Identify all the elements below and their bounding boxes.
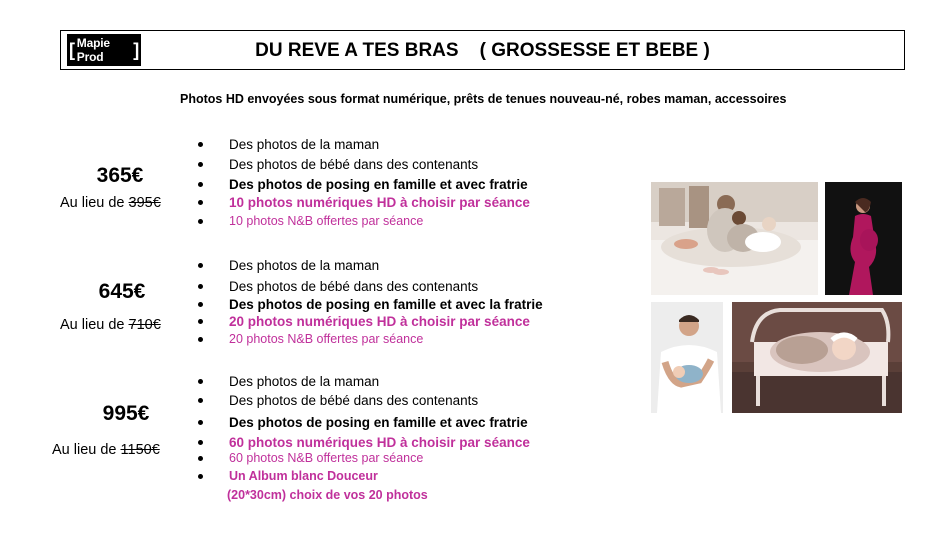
- family-photo: [651, 182, 818, 295]
- father-baby-photo: [651, 302, 723, 413]
- header-box: [60, 30, 905, 70]
- offer-2-price: 645€: [98, 280, 146, 303]
- offer-1-price: 365€: [96, 164, 144, 187]
- offer-2-old-price: Au lieu de 710€: [60, 317, 161, 333]
- offer-3-price: 995€: [102, 402, 150, 425]
- subtitle: Photos HD envoyées sous format numérique, prêts de tenues nouveau-né, robes maman, accessoires: [180, 92, 787, 106]
- mapie-prod-logo: [ Mapie Prod ]: [69, 36, 139, 64]
- newborn-bed-photo: [732, 302, 902, 413]
- pregnant-woman-photo: [825, 182, 902, 295]
- offer-3-old-price: Au lieu de 1150€: [52, 442, 160, 458]
- page-title: DU REVE A TES BRAS ( GROSSESSE ET BEBE ): [255, 40, 710, 61]
- offer-1-old-price: Au lieu de 395€: [60, 195, 161, 211]
